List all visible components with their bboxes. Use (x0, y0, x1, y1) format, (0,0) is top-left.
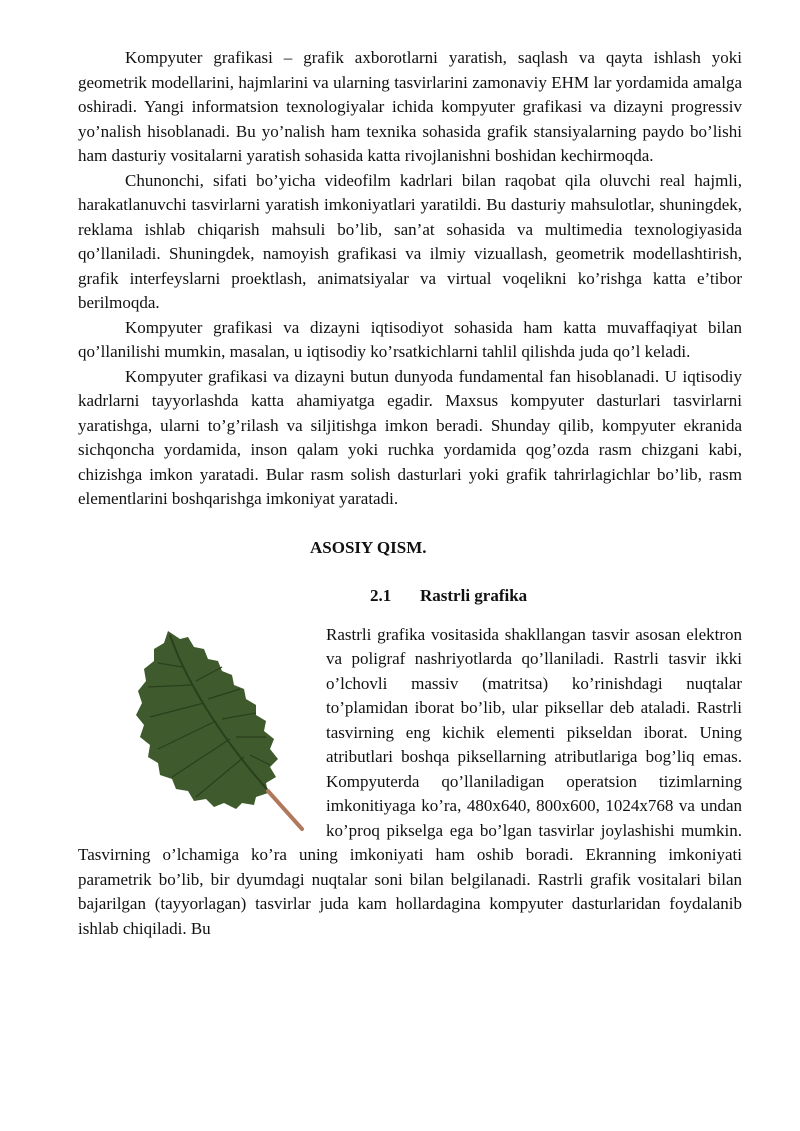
leaf-blade (136, 631, 278, 809)
video-paragraph: Chunonchi, sifati bo’yicha videofilm kadrlari bilan raqobat qila oluvchi real hajmli, harakatlanuvchi tasvirlarni yaratish imkoniyatlari yaratildi. Bu dasturiy mahsulotlar, shuningdek, reklama ishlab chiqarish mahsuli bo’lib, san’at sohasida va multimedia texnologiyasida qo’llaniladi. Shuningdek, namoyish grafikasi va ilmiy vizuallash, geometrik modellashtirish, grafik interfeyslarni proektlash, animatsiyalar va virtual voqelikni ko’rishga katta e’tibor berilmoqda. (78, 170, 742, 312)
fundamental-paragraph: Kompyuter grafikasi va dizayni butun dunyoda fundamental fan hisoblanadi. U iqtisodiy kadrlarni tayyorlashda katta ahamiyatga egadir. Maxsus kompyuter dasturlari tasvirlarni yaratishga, ularni to’g’rilash va siljitishga imkon beradi. Shunday qilib, kompyuter ekranida sichqoncha yordamida, inson qalam yoki ruchka yordamida qog’ozda rasm chizgani kabi, chizishga imkon yaratadi. Bular rasm solish dasturlari yoki grafik tahrirlagichlar bo’lib, rasm elementlarini boshqarishga imkoniyat yaratadi. (78, 366, 742, 508)
intro-paragraph: Kompyuter grafikasi – grafik axborotlarni yaratish, saqlash va qayta ishlash yoki geometrik modellarini, hajmlarini va ularning tasvirlarini zamonaviy EHM lar yordamida amalga oshiradi. Yangi informatsion texnologiyalar ichida kompyuter grafikasi va dizayni progressiv yo’nalish hisoblanadi. Bu yo’nalish ham texnika sohasida grafik stansiyalarning paydo bo’lishi ham dasturiy vositalarni yaratish sohasida katta rivojlanishni boshidan kechirmoqda. (78, 48, 742, 165)
document-page (78, 46, 742, 941)
section-heading: ASOSIY QISM. (310, 537, 427, 557)
leaf-stem (268, 791, 302, 829)
subsection-number: 2.1 (370, 586, 392, 605)
economy-paragraph: Kompyuter grafikasi va dizayni iqtisodiyot sohasida ham katta muvaffaqiyat bilan qo’llanilishi mumkin, masalan, u iqtisodiy ko’rsatkichlarni tahlil qilishda juda qo’l keladi. (78, 317, 742, 361)
raster-paragraph: Rastrli grafika vositasida shakllangan tasvir asosan elektron va poligraf nashriyotlarda qo’llaniladi. Rastrli tasvir ikki o’lchovli massiv (matritsa) ko’rinishdagi nuqtalar to’plamidan iborat bo’lib, ular piksellar deb ataladi. Rastrli tasvirning eng kichik elementi pikseldan iborat. Uning atributlari boshqa piksellarning atributlariga bog’liq emas. Kompyuterda qo’llaniladigan operatsion tizimlarning imkonitiyaga ko’ra, 480x640, 800x600, 1024x768 va undan ko’proq pikselga ega bo’lgan tasvirlar joylashishi mumkin. Tasvirning o’lchamiga ko’ra uning imkoniyati ham oshib boradi. Ekranning imkoniyati parametrik bo’lib, bir dyumdagi nuqtalar soni bilan belgilanadi. Rastrli grafik vositalari bilan bajarilgan (tayyorlagan) tasvirlar juda kam hollardagina kompyuter dasturlaridan foydalanib ishlab chiqiladi. Bu (78, 624, 742, 938)
subsection-heading (370, 584, 742, 609)
raster-section (78, 623, 742, 942)
subsection-title: Rastrli grafika (420, 586, 528, 605)
birch-leaf-illustration (78, 627, 316, 832)
